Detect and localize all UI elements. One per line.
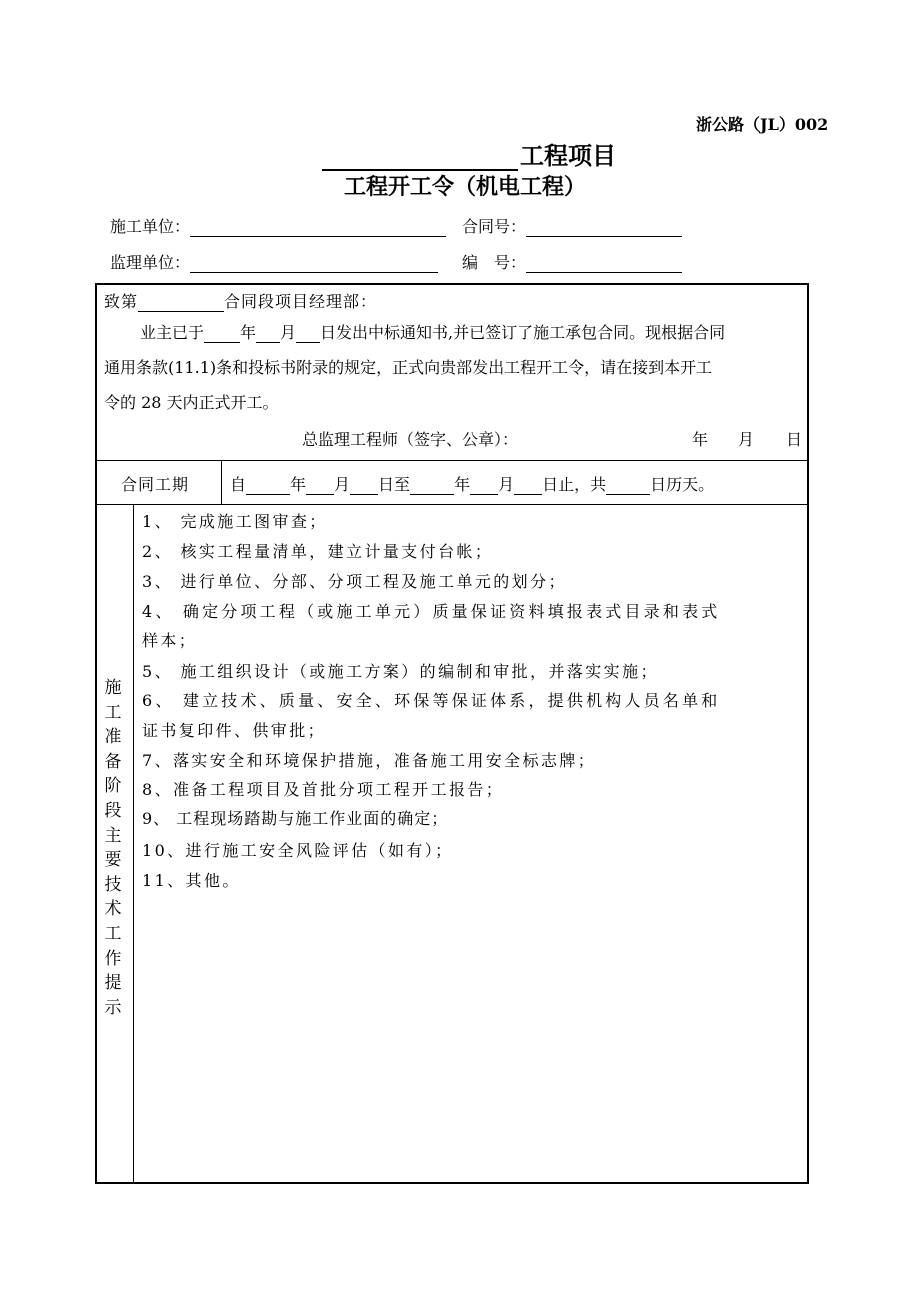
prep-item: 9、 工程现场踏勘与施工作业面的确定； — [142, 809, 449, 828]
start-month-field[interactable] — [306, 478, 334, 495]
contractor-label: 施工单位： — [110, 217, 191, 236]
supervisor-field[interactable] — [190, 256, 438, 273]
divider-period — [95, 504, 809, 505]
prep-item: 7、落实安全和环境保护措施，准备施工用安全标志牌； — [142, 751, 597, 770]
period-row: 自 年 月 日至 年 月 日止，共 日历天。 — [230, 475, 715, 494]
contractor-field[interactable] — [190, 220, 446, 237]
start-year-field[interactable] — [246, 478, 290, 495]
contract-no-row — [462, 214, 682, 237]
prep-side-label: 施 工 准 备 阶 段 主 要 技 术 工 作 提 示 — [104, 678, 122, 1018]
notice-line-2: 通用条款(11.1)条和投标书附录的规定，正式向贵部发出工程开工令，请在接到本开工 — [104, 358, 713, 377]
signature-date-year: 年 — [692, 430, 709, 449]
total-days-field[interactable] — [606, 478, 650, 495]
contract-section-field[interactable] — [138, 295, 224, 312]
signature-date-month: 月 — [738, 430, 755, 449]
prep-item: 8、准备工程项目及首批分项工程开工报告； — [142, 780, 505, 799]
serial-no-label: 编 号： — [462, 253, 527, 272]
prep-item: 3、 进行单位、分部、分项工程及施工单元的划分； — [142, 572, 567, 591]
supervisor-label: 监理单位： — [110, 253, 191, 272]
end-year-field[interactable] — [410, 478, 454, 495]
notice-year-field[interactable] — [204, 326, 240, 343]
contractor-row — [110, 214, 446, 237]
project-title-suffix: 工程项目 — [520, 142, 616, 170]
signature-label: 总监理工程师（签字、公章）： — [302, 430, 519, 449]
prep-item: 4、 确定分项工程（或施工单元）质量保证资料填报表式目录和表式 — [142, 602, 721, 621]
addressee-prefix: 致第 — [104, 292, 139, 311]
period-label: 合同工期 — [121, 475, 190, 494]
end-month-field[interactable] — [470, 478, 498, 495]
start-day-field[interactable] — [350, 478, 378, 495]
prep-item: 证书复印件、供审批； — [142, 721, 327, 740]
contract-no-field[interactable] — [526, 220, 682, 237]
prep-item: 5、 施工组织设计（或施工方案）的编制和审批，并落实实施； — [142, 662, 659, 681]
document-number: 浙公路（JL）002 — [696, 115, 829, 134]
project-title — [322, 136, 616, 171]
serial-no-row — [462, 250, 682, 273]
prep-item: 样本； — [142, 631, 198, 650]
prep-item: 6、 建立技术、质量、安全、环保等保证体系，提供机构人员名单和 — [142, 691, 721, 710]
prep-item: 11、其他。 — [142, 871, 241, 890]
prep-item: 10、进行施工安全风险评估（如有）； — [142, 841, 454, 860]
period-divider — [221, 460, 222, 504]
serial-no-field[interactable] — [526, 256, 682, 273]
notice-line-3: 令的 28 天内正式开工。 — [104, 393, 279, 412]
notice-line-1: 业主已于 年 月 日发出中标通知书,并已签订了施工承包合同。现根据合同 — [140, 323, 726, 342]
divider-notice — [95, 460, 809, 461]
end-day-field[interactable] — [514, 478, 542, 495]
prep-item: 1、 完成施工图审查； — [142, 512, 328, 531]
signature-date-day: 日 — [786, 430, 803, 449]
addressee-suffix: 合同段项目经理部： — [224, 292, 378, 311]
supervisor-row — [110, 250, 438, 273]
notice-month-field[interactable] — [256, 326, 280, 343]
prep-item: 2、 核实工程量清单，建立计量支付台帐； — [142, 542, 494, 561]
contract-no-label: 合同号： — [462, 217, 527, 236]
notice-addressee — [104, 289, 377, 312]
project-name-blank[interactable] — [322, 145, 518, 171]
notice-day-field[interactable] — [296, 326, 320, 343]
prep-divider — [133, 504, 134, 1184]
form-title: 工程开工令（机电工程） — [344, 175, 587, 200]
